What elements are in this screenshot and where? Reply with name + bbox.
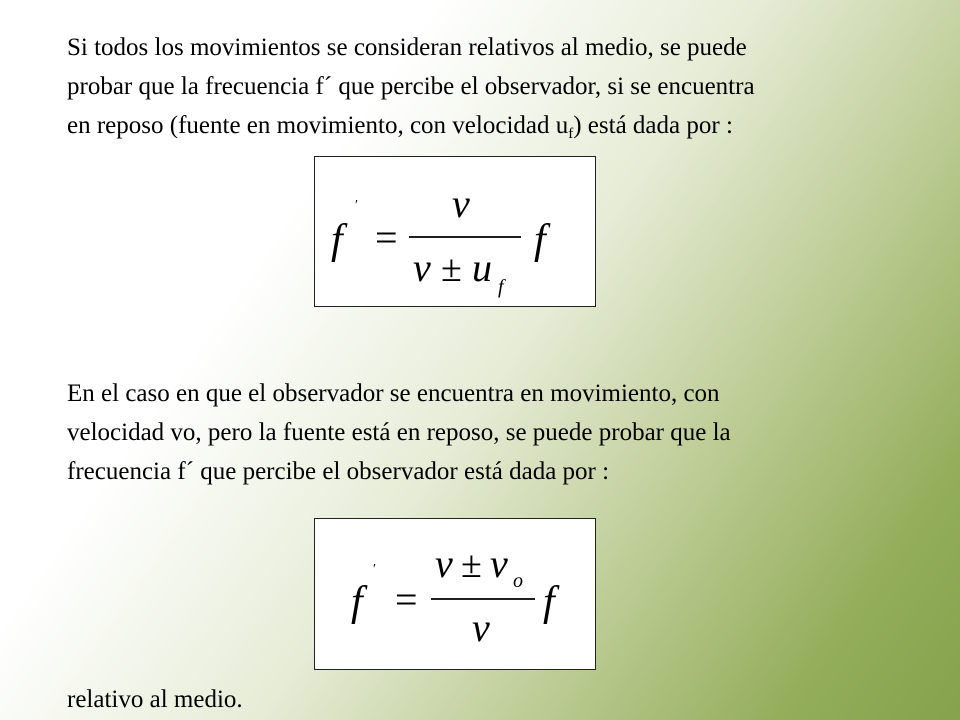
observer-line-1: En el caso en que el observador se encuentra en movimiento, con [67,380,720,407]
formula1-prime: ′ [355,198,359,213]
intro-line-3-text: en reposo (fuente en movimiento, con velocidad u [67,112,569,139]
formula-moving-observer [315,519,597,671]
observer-paragraph [67,374,731,491]
intro-paragraph [67,28,755,145]
formula2-num-v: v [435,541,453,586]
formula-moving-source [315,157,597,308]
formula2-plus-minus: ± [461,544,482,586]
formula1-lhs-f: f [331,217,343,263]
intro-line-2: probar que la frecuencia f´ que percibe el observador, si se encuentra [67,73,755,100]
formula1-plus-minus: ± [441,248,462,290]
intro-line-3 [67,106,755,145]
intro-line-3-tail: ) está dada por : [573,112,733,139]
formula2-denominator: v [472,605,490,650]
formula1-den-u-subscript: f [498,276,504,298]
formula2-num-vo: v [490,541,508,586]
formula1-numerator: v [452,181,470,226]
formula2-prime: ′ [373,562,377,577]
observer-line-3: frecuencia f´ que percibe el observador está dada por : [67,458,610,485]
closing-paragraph [67,680,243,719]
observer-line-2: velocidad vo, pero la fuente está en reposo, se puede probar que la [67,419,731,446]
formula2-num-vo-subscript: o [513,570,523,592]
formula1-den-v: v [413,245,431,290]
formula-moving-observer-box [314,518,596,670]
formula2-equals: = [395,577,418,622]
formula1-rhs-f: f [534,217,546,263]
formula1-den-u: u [472,245,492,290]
velocity-subscript: f [568,126,574,142]
formula1-equals: = [375,215,398,260]
formula2-lhs-f: f [351,579,363,625]
formula-moving-source-box [314,156,596,307]
formula2-rhs-f: f [543,579,555,625]
closing-line-1: relativo al medio. [67,686,243,713]
intro-line-1: Si todos los movimientos se consideran relativos al medio, se puede [67,34,747,61]
